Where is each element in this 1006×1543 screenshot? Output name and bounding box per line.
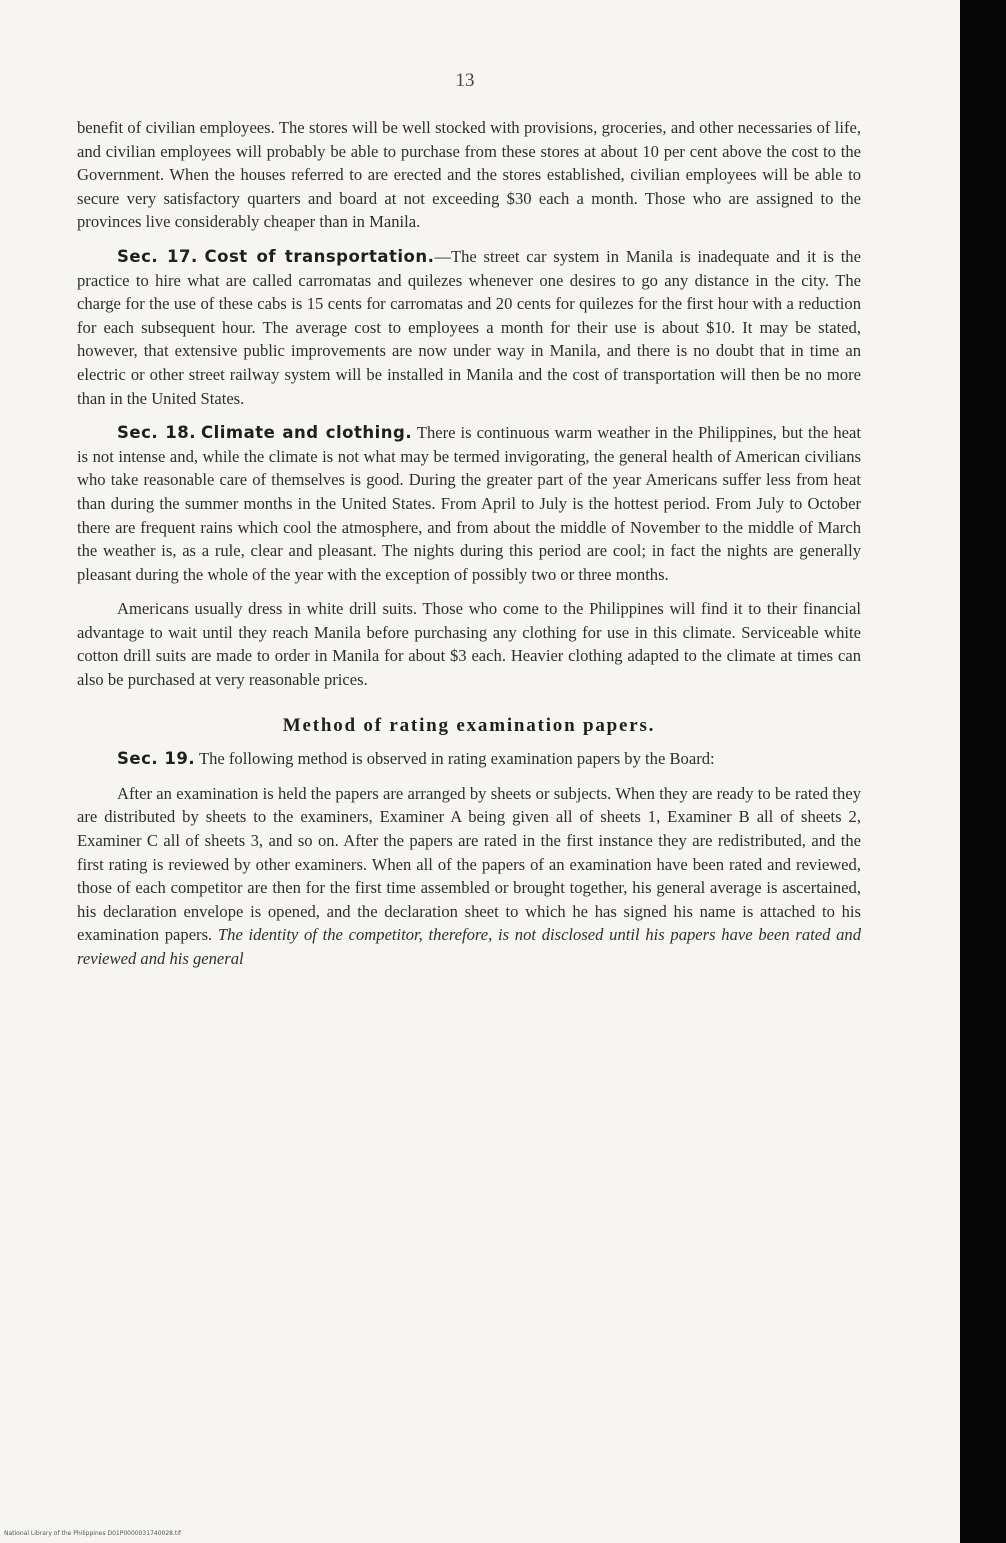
paragraph-sec-18 [77, 421, 861, 586]
section-number: Sec. 17. [117, 246, 198, 266]
section-title: Cost of transportation. [204, 246, 435, 266]
section-body: —The street car system in Manila is inadequate and it is the practice to hire what are called carromatas and quilezes whenever one desires to go any distance in the city. The charge for the use of these cabs is 15 cents for carromatas and 20 cents for quilezes for the first hour with a reduction for each subsequent hour. The average cost to employees a month for their use is about $10. It may be stated, however, that extensive public improvements are now under way in Manila, and there is no doubt that in time an electric or other street railway system will be installed in Manila and the cost of transportation will then be no more than in the United States. [77, 246, 861, 408]
section-body: There is continuous warm weather in the Philippines, but the heat is not intense and, while the climate is not what may be termed invigorating, the general health of American civilians who take reasonable care of themselves is good. During the greater part of the year Americans suffer less from heat than during the summer months in the United States. From April to July is the hottest period. From July to October there are frequent rains which cool the atmosphere, and from about the middle of November to the middle of March the weather is, as a rule, clear and pleasant. The nights during this period are cool; in fact the nights are generally pleasant during the whole of the year with the exception of possibly two or three months. [77, 423, 861, 584]
paragraph-intro: benefit of civilian employees. The stores will be well stocked with provisions, groceries, and other necessaries of life, and civilian employees will probably be able to purchase from these stores at about 10 per cent above the cost to the Government. When the houses referred to are erected and the stores established, civilian employees will be able to secure very satisfactory quarters and board at not exceeding $30 each a month. Those who are assigned to the provinces live considerably cheaper than in Manila. [77, 118, 861, 232]
method-italic: The identity of the competitor, therefore, is not disclosed until his papers have been rated and reviewed and his general [77, 925, 862, 968]
scan-footer: National Library of the Philippines D01P0000031740028.tif [4, 1530, 182, 1537]
paragraph-clothing: Americans usually dress in white drill suits. Those who come to the Philippines will find it to their financial advantage to wait until they reach Manila before purchasing any clothing for use in this climate. Serviceable white cotton drill suits are made to order in Manila for about $3 each. Heavier clothing adapted to the climate at times can also be purchased at very reasonable prices. [77, 599, 861, 690]
paragraph-sec-17 [77, 245, 861, 410]
scan-dark-edge [960, 0, 1006, 1543]
section-heading: Method of rating examination papers. [282, 714, 656, 736]
method-body: After an examination is held the papers are arranged by sheets or subjects. When they are ready to be rated they are distributed by sheets to the examiners, Examiner A being given all of sheets 1, Examiner B all of sheets 2, Examiner C all of sheets 3, and so on. After the papers are rated in the first instance they are redistributed, and the first rating is reviewed by other examiners. When all of the papers of an examination have been rated and reviewed, those of each competitor are then for the first time assembled or brought together, his general average is ascertained, his declaration envelope is opened, and the declaration sheet to which he has signed his name is attached to his examination papers. [77, 783, 861, 945]
section-body: The following method is observed in rating examination papers by the Board: [195, 749, 715, 769]
paragraph-rating-method [77, 782, 861, 971]
section-title: Climate and clothing. [200, 423, 413, 443]
page-body [77, 116, 861, 971]
section-number: Sec. 19. [117, 749, 196, 769]
paragraph-sec-19 [77, 747, 861, 771]
section-number: Sec. 18. [117, 423, 196, 443]
page-number: 13 [455, 70, 475, 91]
